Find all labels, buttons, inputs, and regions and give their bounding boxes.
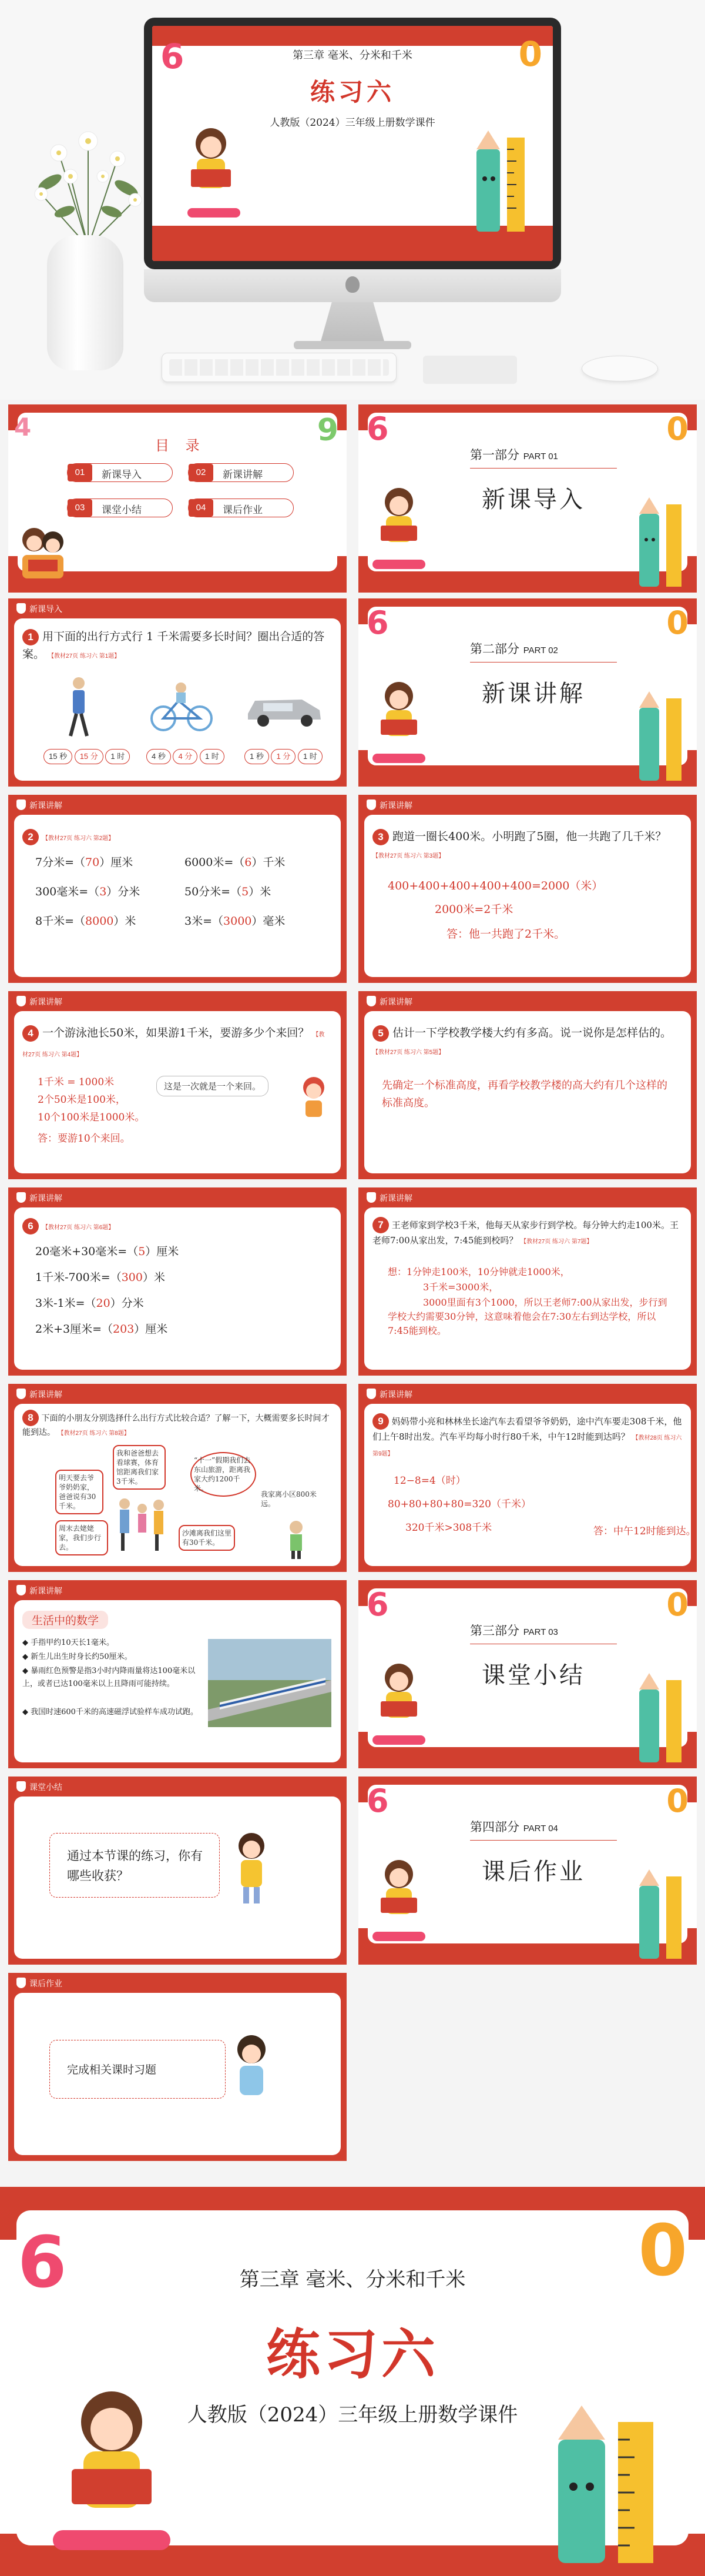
part-heading: 第四部分 PART 04 <box>470 1820 558 1834</box>
q2-row-2a: 300毫米=（3）分米 <box>35 885 140 898</box>
section-header: 新课讲解 <box>380 997 412 1006</box>
cover-chapter: 第三章 毫米、分米和千米 <box>239 2268 466 2291</box>
q6-row-4: 2米+3厘米=（203）厘米 <box>35 1323 168 1336</box>
question-number: 2 <box>22 829 39 845</box>
digit-nine: 9 <box>317 413 338 448</box>
clipboard-icon <box>367 799 376 810</box>
answer-group-walk: 15 秒 15 分 1 时 <box>43 749 130 764</box>
clipboard-icon <box>16 1585 26 1595</box>
life-bullet-3: ◆ 暴雨红色预警是指3小时内降雨量将达100毫米以上，或者已达100毫米以上且降雨可能持续。 <box>22 1667 196 1688</box>
q3-line-1: 400+400+400+400+400=2000（米） <box>388 879 603 892</box>
cover-top-band <box>152 26 553 46</box>
bubble-community: 我家离小区800米远。 <box>261 1490 317 1508</box>
section-header: 新课讲解 <box>29 1193 62 1203</box>
summary-question: 通过本节课的练习，你有哪些收获？ <box>67 1849 203 1883</box>
life-bullet-2: ◆ 新生儿出生时身长约50厘米。 <box>22 1652 132 1661</box>
slide-q4[interactable] <box>8 991 347 1179</box>
clipboard-icon <box>16 996 26 1006</box>
teacher-icon <box>226 2032 278 2102</box>
clipboard-icon <box>16 1781 26 1792</box>
slide-q8[interactable] <box>8 1384 347 1572</box>
swimmer-kid-icon <box>296 1073 331 1120</box>
bubble-walk: 周末去姥姥家，我们步行去。 <box>55 1520 108 1555</box>
girl-reading-icon <box>41 2381 182 2569</box>
cover-slide-preview <box>152 26 553 261</box>
answer-group-car: 1 秒 1 分 1 时 <box>244 749 323 764</box>
q7-line-3: 3000里面有3个1000，所以王老师7:00从家出发，步行到学校大约需要30分钟，这意味着他会在7:30左右到达学校，所以7:45能到校。 <box>388 1297 667 1336</box>
digit-four: 4 <box>14 413 32 441</box>
girl-reading-icon <box>176 120 246 237</box>
section-header: 新课讲解 <box>29 1390 62 1399</box>
digit-six: 6 <box>367 410 389 447</box>
life-bullet-4: ◆ 我国时速600千米的高速磁浮试验样车成功试跑。 <box>22 1708 198 1717</box>
girl-reading-icon <box>367 675 431 781</box>
slide-life-math[interactable] <box>8 1580 347 1768</box>
part-title: 新课导入 <box>482 486 585 513</box>
clipboard-icon <box>16 1192 26 1203</box>
q6-row-1: 20毫米+30毫米=（5）厘米 <box>35 1245 179 1258</box>
slide-q9[interactable] <box>358 1384 697 1572</box>
section-header: 新课导入 <box>29 604 62 614</box>
slide-part-01[interactable] <box>358 404 697 593</box>
clipboard-icon <box>367 1192 376 1203</box>
cover-subtitle: 人教版（2024）三年级上册数学课件 <box>270 117 435 129</box>
monitor <box>144 18 561 269</box>
q4-answer: 答：要游10个来回。 <box>38 1133 130 1145</box>
life-math-tag: 生活中的数学 <box>22 1611 108 1629</box>
q2-row-3a: 8千米=（8000）米 <box>35 915 136 928</box>
section-header: 新课讲解 <box>29 997 62 1006</box>
pencil-ruler-icon <box>636 687 689 787</box>
section-header: 新课讲解 <box>380 1390 412 1399</box>
slide-q3[interactable] <box>358 795 697 983</box>
maglev-train-photo <box>208 1639 331 1727</box>
clipboard-icon <box>367 996 376 1006</box>
kid-icon <box>278 1519 314 1560</box>
question-text: 7 王老师家到学校3千米，他每天从家步行到学校。每分钟大约走100米。王老师7:00从家出发，7:45能到校吗？ 【教材27页 练习六 第7题】 <box>372 1217 684 1249</box>
q4-line-1: 1千米 = 1000米 <box>38 1076 115 1088</box>
toc-item-04[interactable]: 04 课后作业 <box>188 499 294 517</box>
digit-six: 6 <box>160 36 184 76</box>
digit-zero: 0 <box>666 1782 689 1819</box>
homework-text: 完成相关课时习题 <box>67 2063 157 2076</box>
question-text: 1 用下面的出行方式行 1 千米需要多长时间？圈出合适的答案。 【教材27页 练习六 第1题】 <box>22 630 325 661</box>
slide-part-03[interactable] <box>358 1580 697 1768</box>
q9-answer: 答：中午12时能到达。 <box>593 1525 696 1537</box>
cover-title: 练习六 <box>310 78 395 106</box>
life-bullet-1: ◆ 手指甲约10天长1毫米。 <box>22 1638 114 1647</box>
clipboard-icon <box>16 603 26 614</box>
digit-six: 6 <box>367 1586 389 1623</box>
hint-bubble: 这是一次就是一个来回。 <box>156 1076 268 1096</box>
question-number: 6 <box>22 1218 39 1235</box>
slide-q6[interactable]: 新课讲解 6 【教材27页 练习六 第6题】 20毫米+30毫米=（5）厘米 1千米-700米=（300）米 3米-1米=（20）分米 2米+3厘米=（203）厘米 <box>8 1187 347 1376</box>
pencil-ruler-icon <box>636 1668 689 1768</box>
bubble-beach: 沙滩离我们这里有30千米。 <box>179 1525 235 1551</box>
digit-zero: 0 <box>666 604 689 641</box>
part-title: 课后作业 <box>482 1858 585 1885</box>
q5-answer: 先确定一个标准高度，再看学校教学楼的高大约有几个这样的标准高度。 <box>382 1079 667 1109</box>
plant-icon <box>24 129 153 247</box>
slide-summary[interactable] <box>8 1777 347 1965</box>
girl-reading-icon <box>367 1853 431 1959</box>
section-header: 课后作业 <box>29 1979 62 1988</box>
cover-title: 练习六 <box>266 2323 439 2386</box>
question-text: 9 妈妈带小亮和林林坐长途汽车去看望爷爷奶奶，途中汽车要走308千米，他们上午8时出发。汽车平均每小时行80千米，中午12时能到达吗？ 【教材28页 练习六 第9题】 <box>372 1413 684 1461</box>
answer-group-bike: 4 秒 4 分 1 时 <box>146 749 224 764</box>
section-header: 新课讲解 <box>380 801 412 810</box>
q2-row-3b: 3米=（3000）毫米 <box>184 915 286 928</box>
digit-zero: 0 <box>638 2210 687 2292</box>
slide-intro-q1[interactable] <box>8 598 347 787</box>
digit-zero: 0 <box>666 1586 689 1623</box>
question-text: 3 跑道一圈长400米。小明跑了5圈，他一共跑了几千米？ 【教材27页 练习六 第3题】 <box>372 830 667 859</box>
slide-q5[interactable] <box>358 991 697 1179</box>
kids-reading-icon <box>16 522 69 581</box>
section-header: 新课讲解 <box>29 801 62 810</box>
cover-subtitle: 人教版（2024）三年级上册数学课件 <box>187 2403 518 2427</box>
q9-line-1: 12−8=4（时） <box>394 1475 466 1487</box>
slide-part-04[interactable] <box>358 1777 697 1965</box>
family-icon <box>112 1496 170 1554</box>
toc-item-02[interactable]: 02 新课讲解 <box>188 463 294 482</box>
section-header: 新课讲解 <box>380 1193 412 1203</box>
slide-q7[interactable] <box>358 1187 697 1376</box>
question-text: 5 估计一下学校教学楼大约有多高。说一说你是怎样估的。 【教材27页 练习六 第5题】 <box>372 1026 672 1056</box>
part-heading: 第二部分 PART 02 <box>470 642 558 656</box>
q3-line-2: 2000米=2千米 <box>435 903 513 916</box>
bicycle-icon <box>149 681 214 734</box>
toc-title: 目 录 <box>155 437 206 454</box>
closing-cover-slide[interactable] <box>0 2187 705 2576</box>
keyboard <box>162 353 397 382</box>
monitor-stand-base <box>294 341 411 349</box>
toc-item-01[interactable]: 01 新课导入 <box>67 463 173 482</box>
clipboard-icon <box>16 799 26 810</box>
question-text: 4 一个游泳池长50米，如果游1千米，要游多少个来回？ 【教材27页 练习六 第4题】 <box>22 1026 325 1058</box>
part-heading: 第一部分 PART 01 <box>470 448 558 462</box>
q9-line-3: 320千米>308千米 <box>405 1522 492 1534</box>
slide-homework[interactable] <box>8 1973 347 2161</box>
girl-reading-icon <box>367 1657 431 1762</box>
q9-line-2: 80+80+80+80=320（千米） <box>388 1498 531 1510</box>
q2-row-2b: 50分米=（5）米 <box>184 885 271 898</box>
girl-reading-icon <box>367 481 431 587</box>
bubble-stadium: 我和爸爸想去看球赛，体育馆距离我们家3千米。 <box>113 1445 166 1490</box>
digit-six: 6 <box>367 604 389 641</box>
cover-chapter: 第三章 毫米、分米和千米 <box>293 49 412 62</box>
q2-row-1b: 6000米=（6）千米 <box>184 856 286 869</box>
apple-logo-icon <box>345 276 360 293</box>
teacher-icon <box>226 1829 278 1906</box>
pencil-ruler-icon <box>552 2398 670 2569</box>
slide-q2[interactable]: 新课讲解 2 【教材27页 练习六 第2题】 7分米=（70）厘米 6000米=（6）千米 300毫米=（3）分米 50分米=（5）米 8千米=（8000）米 3米=（3000）毫米 <box>8 795 347 983</box>
part-heading: 第三部分 PART 03 <box>470 1624 558 1638</box>
toc-item-03[interactable]: 03 课堂小结 <box>67 499 173 517</box>
q3-answer: 答：他一共跑了2千米。 <box>446 928 566 941</box>
section-header: 课堂小结 <box>29 1782 62 1792</box>
clipboard-icon <box>16 1978 26 1988</box>
question-text: 8 下面的小朋友分别选择什么出行方式比较合适？了解一下，大概需要多长时间才能到达。 【教材27页 练习六 第8题】 <box>22 1410 334 1440</box>
bubble-grandparents: 明天要去爷爷奶奶家，爸爸说有30千米。 <box>55 1470 103 1514</box>
clipboard-icon <box>367 1389 376 1399</box>
bubble-holiday: “十一”假期我们去东山旅游，距离我家大约1200千米。 <box>190 1452 256 1497</box>
trackpad <box>423 356 517 384</box>
section-header: 新课讲解 <box>29 1586 62 1595</box>
mouse <box>582 356 658 382</box>
clipboard-icon <box>16 1389 26 1399</box>
q7-line-2: 3千米=3000米， <box>423 1282 499 1293</box>
q2-row-1a: 7分米=（70）厘米 <box>35 856 133 869</box>
vase <box>47 235 123 370</box>
walking-person-icon <box>61 675 96 740</box>
part-title: 课堂小结 <box>482 1662 585 1689</box>
q4-line-3: 10个100米是1000米。 <box>38 1112 145 1123</box>
digit-six: 6 <box>18 2222 67 2304</box>
pencil-ruler-icon <box>471 126 535 237</box>
part-title: 新课讲解 <box>482 680 585 707</box>
q6-row-2: 1千米-700米=（300）米 <box>35 1271 165 1284</box>
q6-row-3: 3米-1米=（20）分米 <box>35 1297 144 1310</box>
digit-zero: 0 <box>666 410 689 447</box>
slide-toc[interactable] <box>8 404 347 593</box>
digit-six: 6 <box>367 1782 389 1819</box>
slide-part-02[interactable] <box>358 598 697 787</box>
digit-zero: 0 <box>518 34 542 74</box>
q7-line-1: 想：1分钟走100米，10分钟就走1000米， <box>388 1266 570 1277</box>
pencil-ruler-icon <box>636 493 689 593</box>
q4-line-2: 2个50米是100米， <box>38 1094 126 1106</box>
car-icon <box>243 687 325 728</box>
pencil-ruler-icon <box>636 1865 689 1965</box>
